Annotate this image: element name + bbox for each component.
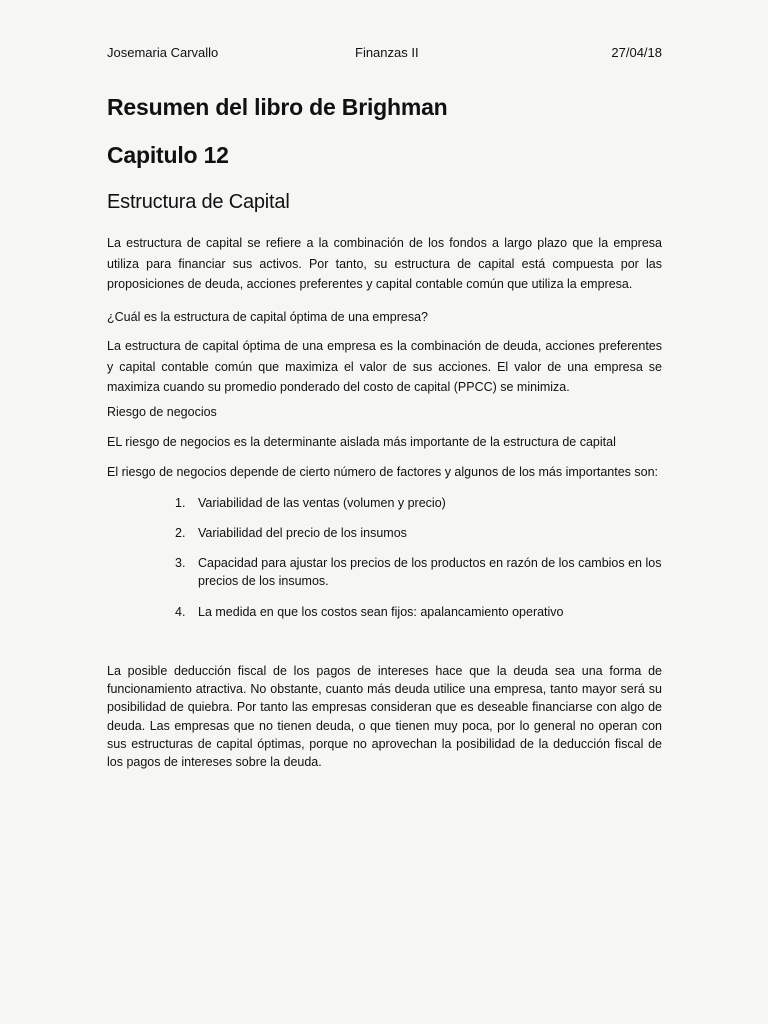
list-item-text: La medida en que los costos sean fijos: apalancamiento operativo bbox=[198, 605, 564, 619]
page-header bbox=[107, 45, 662, 65]
list-item-number: 1. bbox=[175, 496, 186, 510]
list-item bbox=[175, 554, 663, 590]
header-date: 27/04/18 bbox=[611, 45, 662, 60]
header-course: Finanzas II bbox=[355, 45, 419, 60]
intro-paragraph: La estructura de capital se refiere a la combinación de los fondos a largo plazo que la empresa utiliza para financiar sus activos. Por tanto, su estructura de capital está compuesta por las proposiciones de deuda, acciones preferentes y capital contable común que utiliza la empresa. bbox=[107, 236, 662, 291]
optimal-structure-paragraph: La estructura de capital óptima de una empresa es la combinación de deuda, acciones preferentes y capital contable común que maximiza el valor de sus acciones. El valor de una empresa se maximiza cuando su promedio ponderado del costo de capital (PPCC) se minimiza. bbox=[107, 339, 662, 394]
section-title: Estructura de Capital bbox=[107, 191, 290, 213]
chapter-title: Capitulo 12 bbox=[107, 142, 229, 168]
list-item-number: 4. bbox=[175, 605, 186, 619]
list-item-number: 2. bbox=[175, 526, 186, 540]
list-item-text: Capacidad para ajustar los precios de los productos en razón de los cambios en los precios de los insumos. bbox=[198, 556, 662, 588]
risk-heading: Riesgo de negocios bbox=[107, 405, 217, 419]
list-item bbox=[175, 494, 663, 512]
risk-main-paragraph: EL riesgo de negocios es la determinante aislada más importante de la estructura de capital bbox=[107, 435, 616, 449]
list-item-text: Variabilidad de las ventas (volumen y precio) bbox=[198, 496, 446, 510]
header-author: Josemaria Carvallo bbox=[107, 45, 219, 60]
list-item-text: Variabilidad del precio de los insumos bbox=[198, 526, 407, 540]
list-item bbox=[175, 603, 663, 621]
question-paragraph: ¿Cuál es la estructura de capital óptima de una empresa? bbox=[107, 310, 429, 324]
list-item bbox=[175, 524, 663, 542]
document-title: Resumen del libro de Brighman bbox=[107, 94, 448, 120]
list-item-number: 3. bbox=[175, 556, 186, 570]
risk-factors-paragraph: El riesgo de negocios depende de cierto número de factores y algunos de los más importantes son: bbox=[107, 465, 659, 479]
tax-deduction-paragraph: La posible deducción fiscal de los pagos de intereses hace que la deuda sea una forma de funcionamiento atractiva. No obstante, cuanto más deuda utilice una empresa, tanto mayor será su posibilidad de quiebra. Por tanto las empresas consideran que es deseable financiarse con algo de deuda. Las empresas que no tienen deuda, o que tienen muy poca, por lo general no operan con sus estructuras de capital óptimas, porque no aprovechan la posibilidad de la deducción fiscal de los pagos de intereses sobre la deuda. bbox=[107, 664, 662, 770]
